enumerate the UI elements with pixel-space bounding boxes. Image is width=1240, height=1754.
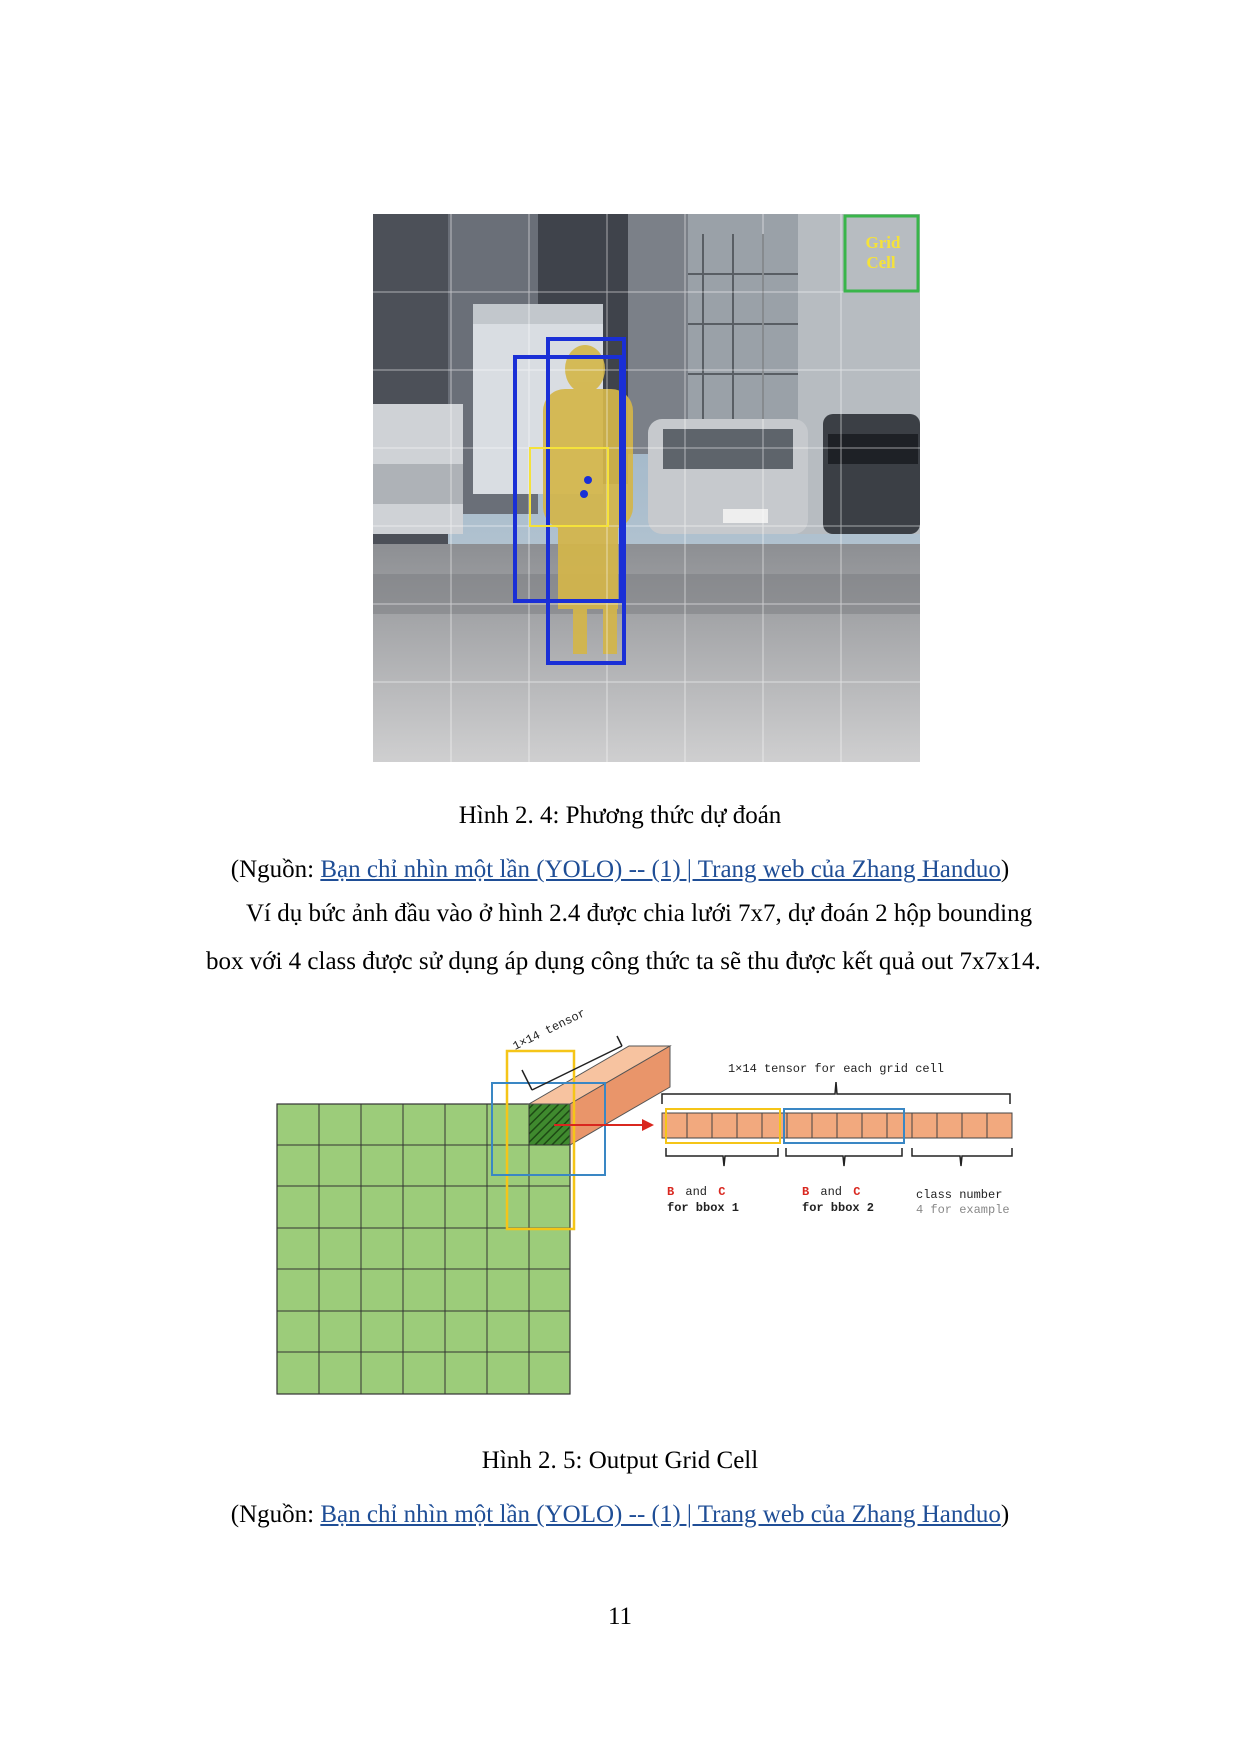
grid-cell-legend-grid: Grid: [865, 233, 901, 252]
source-suffix: ): [1000, 856, 1010, 883]
label-b-and-c-bbox2: B and C: [802, 1185, 861, 1199]
tensor-cells: [662, 1113, 1012, 1138]
label-class-example: 4 for example: [916, 1203, 1010, 1217]
figure-prediction-photo: [373, 214, 920, 762]
bbox-center-dot: [584, 476, 592, 484]
source-prefix: (Nguồn:: [230, 1501, 321, 1528]
label-for-bbox1: for bbox 1: [667, 1201, 740, 1215]
street-scene-image: [373, 214, 920, 762]
brace-bbox1: [666, 1148, 778, 1166]
label-class-number: class number: [916, 1188, 1003, 1202]
figure-2-4-caption: Hình 2. 4: Phương thức dự đoán: [458, 802, 782, 829]
brace-bbox2: [786, 1148, 902, 1166]
figure-2-5-caption: Hình 2. 5: Output Grid Cell: [481, 1447, 759, 1474]
label-b-and-c-bbox1: B and C: [667, 1185, 726, 1199]
label-for-bbox2: for bbox 2: [802, 1201, 875, 1215]
figure-2-4-source: [0, 854, 1240, 886]
tensor-rotated-label: 1×14 tensor: [510, 1010, 588, 1054]
body-paragraph: [206, 890, 1086, 986]
brace-class: [912, 1148, 1012, 1166]
output-grid-7x7: [277, 1104, 570, 1394]
source-link[interactable]: Bạn chỉ nhìn một lần (YOLO) -- (1) | Trang web của Zhang Handuo: [320, 856, 1001, 883]
top-brace: [662, 1082, 1010, 1104]
paragraph-line-2: box với 4 class được sử dụng áp dụng công thức ta sẽ thu được kết quả out 7x7x14.: [206, 948, 1041, 975]
source-link[interactable]: Bạn chỉ nhìn một lần (YOLO) -- (1) | Trang web của Zhang Handuo: [320, 1501, 1001, 1528]
tensor-for-each-label: 1×14 tensor for each grid cell: [727, 1062, 945, 1076]
figure-2-5-source: [0, 1499, 1240, 1531]
page-number: 11: [607, 1603, 633, 1630]
bbox-center-dot: [580, 490, 588, 498]
grid-cell-legend-cell: Cell: [866, 253, 896, 272]
figure-output-grid-diagram: [270, 1010, 1050, 1410]
paragraph-line-1: Ví dụ bức ảnh đầu vào ở hình 2.4 được chia lưới 7x7, dự đoán 2 hộp bounding: [246, 900, 1033, 927]
source-suffix: ): [1000, 1501, 1010, 1528]
source-prefix: (Nguồn:: [230, 856, 321, 883]
